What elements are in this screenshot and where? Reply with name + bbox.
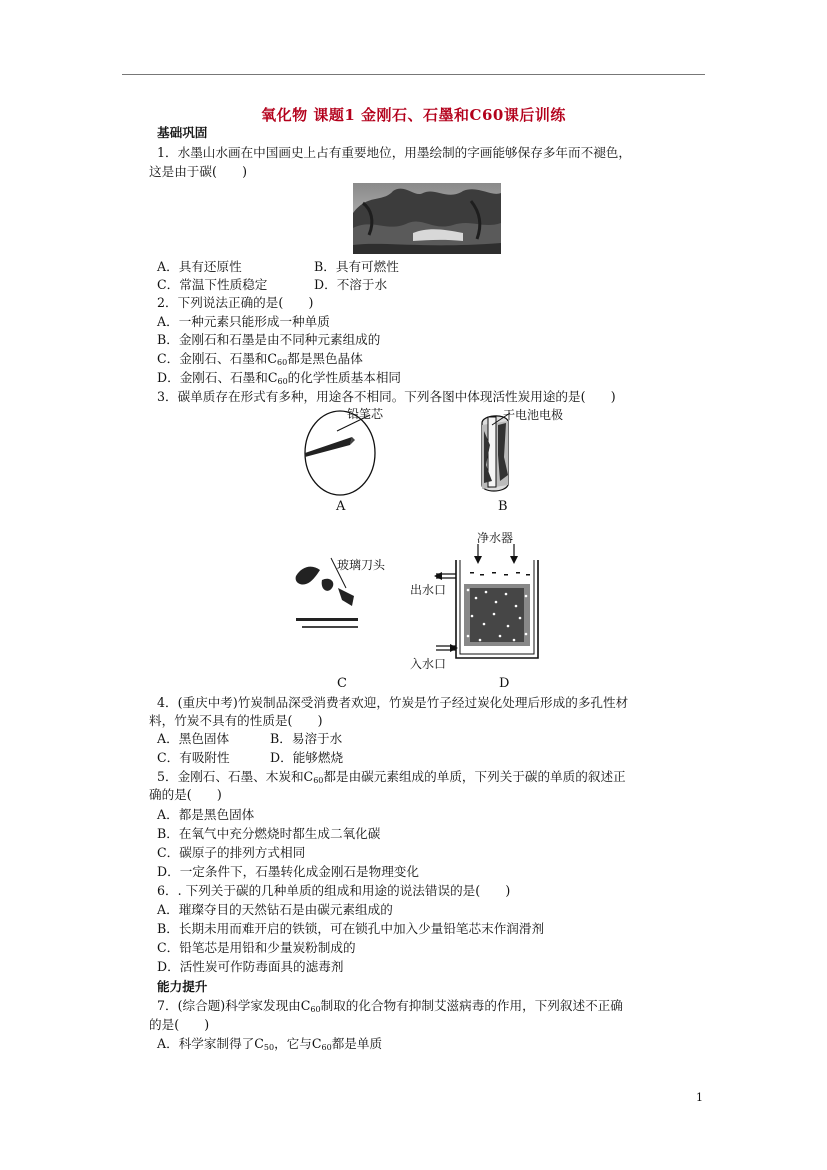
q5-option-d: D．一定条件下，石墨转化成金刚石是物理变化 xyxy=(157,864,419,879)
q5-option-b: B．在氧气中充分燃烧时都生成二氧化碳 xyxy=(157,826,381,841)
section-heading-basic: 基础巩固 xyxy=(157,125,208,140)
q4-option-c: C．有吸附性 xyxy=(157,750,230,765)
section-heading-advanced: 能力提升 xyxy=(157,979,208,994)
label-battery-electrode: 干电池电极 xyxy=(503,408,564,422)
label-glass-cutter: 玻璃刀头 xyxy=(337,558,386,572)
q4-stem-line2: 料，竹炭不具有的性质是( ) xyxy=(149,713,323,728)
q1-option-b: B．具有可燃性 xyxy=(314,259,399,274)
q4-option-d: D．能够燃烧 xyxy=(270,750,344,765)
q2-option-b: B．金刚石和石墨是由不同种元素组成的 xyxy=(157,332,381,347)
q7-option-a: A．科学家制得了$C_{50}$，它与$C_{60}$都是单质 xyxy=(157,1036,383,1052)
q3-figures-cd xyxy=(286,536,546,671)
q6-option-a: A．璀璨夺目的天然钻石是由碳元素组成的 xyxy=(157,902,393,917)
page-title: 氧化物 课题1 金刚石、石墨和C60课后训练 xyxy=(261,106,566,124)
q6-stem: 6．. 下列关于碳的几种单质的组成和用途的说法错误的是( ) xyxy=(157,883,511,898)
page-number: 1 xyxy=(696,1091,703,1104)
q5-stem-line2: 确的是( ) xyxy=(149,787,222,802)
q3-stem: 3．碳单质存在形式有多种，用途各不相同。下列各图中体现活性炭用途的是( ) xyxy=(157,389,616,404)
q5-option-c: C．碳原子的排列方式相同 xyxy=(157,845,306,860)
q6-option-d: D．活性炭可作防毒面具的滤毒剂 xyxy=(157,959,344,974)
caption-b: B xyxy=(498,499,508,514)
q1-option-a: A．具有还原性 xyxy=(157,259,242,274)
q6-option-b: B．长期未用而难开启的铁锁，可在锁孔中加入少量铅笔芯末作润滑剂 xyxy=(157,921,545,936)
q7-stem-line2: 的是( ) xyxy=(149,1017,210,1032)
battery-electrode xyxy=(482,413,510,491)
q2-option-a: A．一种元素只能形成一种单质 xyxy=(157,314,330,329)
q7-stem-line1: 7．(综合题)科学家发现由$C_{60}$制取的化合物有抑制艾滋病毒的作用，下列叙述不正确 xyxy=(157,998,623,1014)
q2-option-d: D．金刚石、石墨和$C_{60}$的化学性质基本相同 xyxy=(157,370,402,386)
label-water-purifier: 净水器 xyxy=(477,531,514,545)
header-rule xyxy=(122,74,705,75)
q5-stem-line1: 5．金刚石、石墨、木炭和$C_{60}$都是由碳元素组成的单质，下列关于碳的单质的叙述正 xyxy=(157,769,626,785)
q1-stem-line2: 这是由于碳( ) xyxy=(149,164,247,179)
q1-option-c: C．常温下性质稳定 xyxy=(157,277,268,292)
q4-option-a: A．黑色固体 xyxy=(157,731,230,746)
q6-option-c: C．铅笔芯是用铅和少量炭粉制成的 xyxy=(157,940,356,955)
q4-option-b: B．易溶于水 xyxy=(270,731,343,746)
q5-option-a: A．都是黑色固体 xyxy=(157,807,255,822)
label-water-inlet: 入水口 xyxy=(410,657,447,671)
q2-option-c: C．金刚石、石墨和$C_{60}$都是黑色晶体 xyxy=(157,351,363,367)
ink-landscape-painting xyxy=(353,183,501,254)
label-pencil-lead: 铅笔芯 xyxy=(347,407,384,421)
q2-stem: 2．下列说法正确的是( ) xyxy=(157,295,314,310)
caption-a: A xyxy=(336,499,346,514)
caption-c: C xyxy=(337,676,347,691)
caption-d: D xyxy=(499,676,510,691)
q1-stem-line1: 1．水墨山水画在中国画史上占有重要地位，用墨绘制的字画能够保存多年而不褪色， xyxy=(157,145,631,160)
label-water-outlet: 出水口 xyxy=(410,583,447,597)
q1-option-d: D．不溶于水 xyxy=(314,277,388,292)
water-purifier xyxy=(434,544,538,658)
q4-stem-line1: 4．(重庆中考)竹炭制品深受消费者欢迎，竹炭是竹子经过炭化处理后形成的多孔性材 xyxy=(157,695,629,710)
